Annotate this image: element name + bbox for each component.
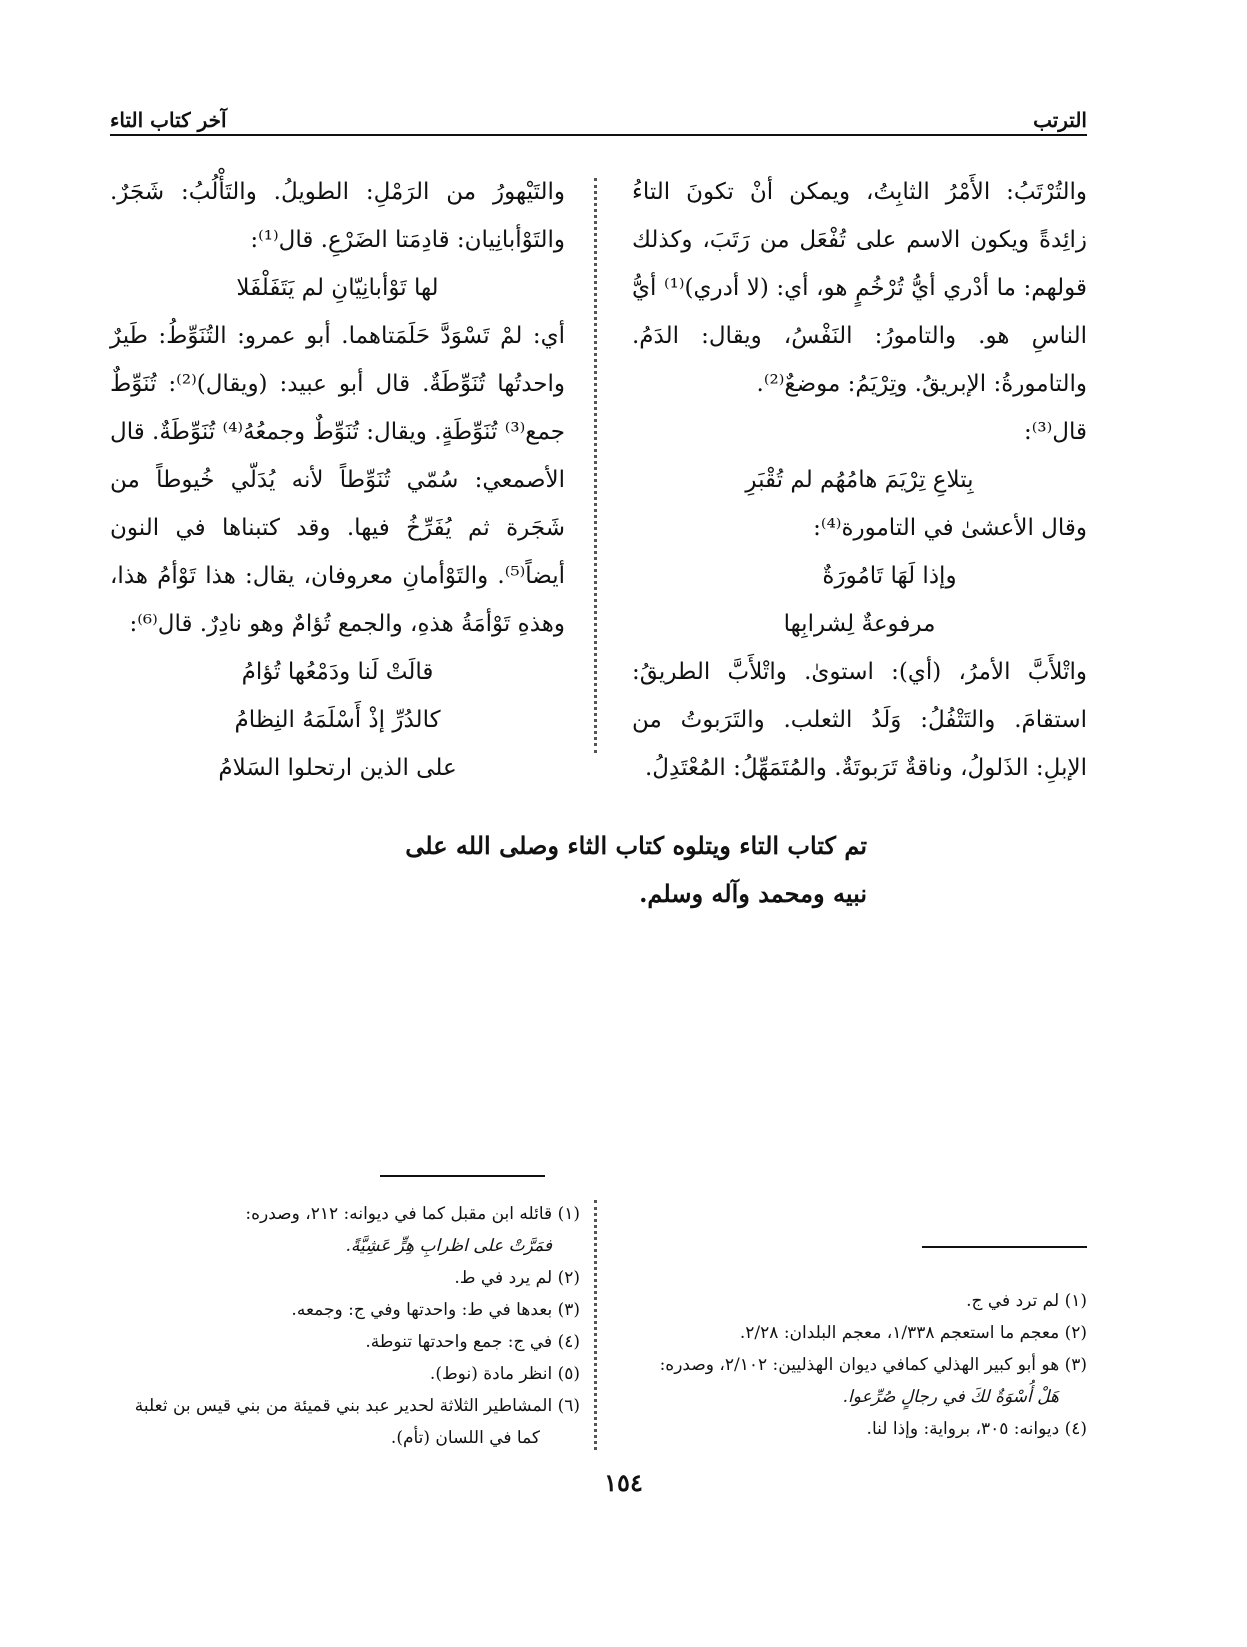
footnote-right-3-verse: هَلْ أُسْوَةٌ لكَ في رجالٍ صُرِّعوا. bbox=[842, 1387, 1059, 1407]
footnote-rule-left bbox=[380, 1175, 545, 1177]
left-verse-2c: على الذين ارتحلوا السَلامُ bbox=[218, 755, 457, 781]
footnote-right-4: (٤) ديوانه: ٣٠٥، برواية: وإذا لنا. bbox=[866, 1419, 1087, 1439]
right-column bbox=[632, 168, 1087, 792]
footnote-divider bbox=[594, 1200, 597, 1450]
footnote-left-2: (٢) لم يرد في ط. bbox=[454, 1268, 580, 1288]
left-verse-1: لها تَوْأبانِيّانِ لم يَتَفَلْفَلا bbox=[236, 275, 439, 301]
running-head bbox=[110, 100, 1087, 132]
footnote-left-1-verse: فمَرَّتْ على اظرابِ هِرٍّ عَشِيَّةً. bbox=[345, 1236, 552, 1256]
left-verse-2b: كالدُرِّ إذْ أَسْلَمَهُ النِظامُ bbox=[234, 707, 441, 733]
colophon-line-2: نبيه ومحمد وآله وسلم. bbox=[639, 879, 867, 908]
right-verse-intro: وقال الأعشىٰ في التامورة⁽⁴⁾: bbox=[813, 515, 1087, 541]
page-number: ١٥٤ bbox=[604, 1468, 643, 1497]
right-verse-2b: مرفوعةٌ لِشرابِها bbox=[783, 611, 936, 637]
footnote-left-1: (١) قائله ابن مقبل كما في ديوانه: ٢١٢، وصدره: bbox=[245, 1204, 580, 1224]
footnote-left-4: (٤) في ج: جمع واحدتها تنوطة. bbox=[365, 1332, 580, 1352]
footnote-right-2: (٢) معجم ما استعجم ١/٣٣٨، معجم البلدان: ٢/٢٨. bbox=[739, 1323, 1087, 1343]
footnotes-left bbox=[110, 1198, 580, 1454]
left-paragraph-1: والتَيْهورُ من الرَمْلِ: الطويلُ. والتَأْلُبُ: شَجَرٌ. والتَوْأبانِيان: قادِمَتا الضَرْعِ. قال⁽¹⁾: bbox=[110, 179, 565, 253]
right-paragraph-2: قال⁽³⁾: bbox=[1023, 419, 1087, 445]
footnote-right-1: (١) لم ترد في ج. bbox=[966, 1291, 1087, 1311]
running-head-left: آخر كتاب التاء bbox=[110, 108, 227, 132]
footnote-rule-right bbox=[922, 1246, 1087, 1248]
left-verse-2a: قالَتْ لَنا ودَمْعُها تُؤامُ bbox=[241, 659, 434, 685]
running-head-right: الترتب bbox=[1033, 108, 1087, 132]
footnotes-right bbox=[647, 1285, 1087, 1445]
right-verse-1: بِتلاعِ تِرْيَمَ هامُهُم لم تُقْبَرِ bbox=[745, 467, 974, 493]
colophon-line-1: تم كتاب التاء ويتلوه كتاب الثاء وصلى الله على bbox=[405, 831, 867, 860]
footnote-left-6: (٦) المشاطير الثلاثة لحدير عبد بني قميئة من بني قيس بن ثعلبة bbox=[134, 1396, 580, 1416]
right-verse-2a: وإذا لَهَا تَامُورَةٌ bbox=[822, 563, 957, 589]
header-rule bbox=[110, 134, 1087, 136]
left-column bbox=[110, 168, 565, 792]
footnote-right-3: (٣) هو أبو كبير الهذلي كمافي ديوان الهذليين: ٢/١٠٢، وصدره: bbox=[659, 1355, 1087, 1375]
footnote-left-6-cont: كما في اللسان (تأم). bbox=[390, 1428, 540, 1448]
colophon bbox=[347, 822, 867, 918]
column-divider bbox=[594, 178, 597, 753]
right-paragraph-1: والتُرْتَبُ: الأَمْرُ الثابِتُ، ويمكن أنْ تكونَ التاءُ زائِدةً ويكون الاسم على تُفْعَل من رَتَبَ، وكذلك قولهم: ما أدْري أيُّ تُرْخُمٍ هو، أي: (لا أدري)⁽¹⁾ أيُّ الناسِ هو. والتامورُ: النَفْسُ، ويقال: الدَمُ. والتامورةُ: الإبريقُ. وتِرْيَمُ: موضعٌ⁽²⁾. bbox=[632, 179, 1087, 397]
footnote-left-3: (٣) بعدها في ط: واحدتها وفي ج: وجمعه. bbox=[291, 1300, 580, 1320]
footnote-left-5: (٥) انظر مادة (نوط). bbox=[429, 1364, 580, 1384]
left-paragraph-2: أي: لمْ تَسْوَدَّ حَلَمَتاهما. أبو عمرو: التُنَوِّطُ: طَيرٌ واحدتُها تُنَوِّطَةٌ. قال أبو عبيد: (ويقال)⁽²⁾: تُنَوِّطٌ جمع⁽³⁾ تُنَوِّطَةٍ. ويقال: تُنَوِّطٌ وجمعُهُ⁽⁴⁾ تُنَوِّطَةٌ. قال الأصمعي: سُمّي تُنَوِّطاً لأنه يُدَلّي خُيوطاً من شَجَرة ثم يُفَرِّخُ فيها. وقد كتبناها في النون أيضاً⁽⁵⁾. والتَوْأمانِ معروفان، يقال: هذا تَوْأمُ هذا، وهذهِ تَوْأمَةُ هذهِ، والجمع تُؤامٌ وهو نادِرٌ. قال⁽⁶⁾: bbox=[110, 323, 566, 637]
right-paragraph-3: واتْلأَبَّ الأمرُ، (أي): استوىٰ. واتْلأَبَّ الطريقُ: استقامَ. والتَتْفُلُ: وَلَدُ الثعلب. والتَرَبوتُ من الإبلِ: الذَلولُ، وناقةٌ تَرَبوتَةٌ. والمُتَمَهِّلُ: المُعْتَدِلُ. bbox=[632, 659, 1087, 781]
